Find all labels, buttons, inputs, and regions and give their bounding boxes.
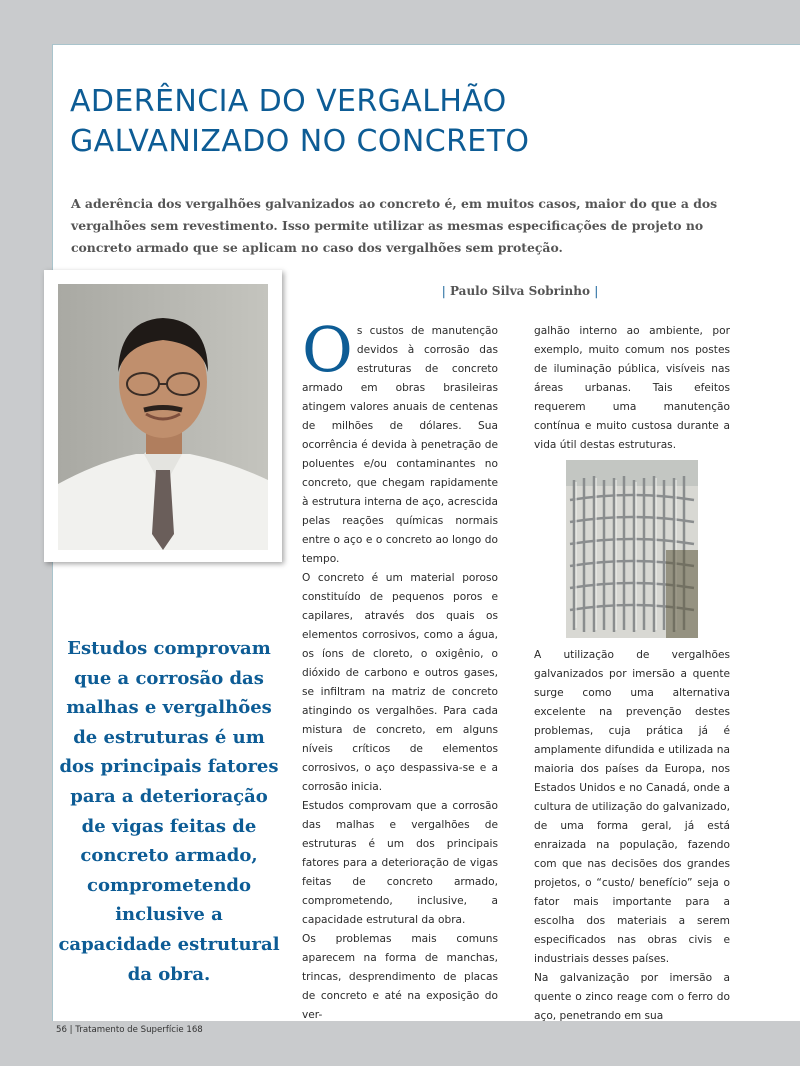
author-name: Paulo Silva Sobrinho (449, 284, 591, 298)
byline-divider-left: | (441, 284, 446, 298)
lead-paragraph: A aderência dos vergalhões galvanizados ao concreto é, em muitos casos, maior do que a dos vergalhões sem revestimento. Isso permite utilizar as mesmas especificações de projeto no concreto armado que se aplicam no caso dos vergalhões sem proteção. (71, 196, 718, 255)
author-byline (420, 284, 620, 298)
article-title (70, 82, 529, 162)
galvanized-rebar-image (566, 460, 698, 638)
body-paragraph: Estudos comprovam que a corrosão das malhas e vergalhões de estruturas é um dos principais fatores para a deterioração de vigas feitas de concreto armado, comprometendo, inclusive, a capacidade estrutural da obra. (302, 800, 498, 926)
body-paragraph (302, 313, 498, 569)
body-paragraph-text: s custos de manutenção devidos à corrosão das estruturas de concreto armado em obras brasileiras atingem valores anuais de centenas de milhões de dólares. Sua ocorrência é devida à penetração de poluentes e/ou contaminantes no concreto, que chegam rapidamente à estrutura interna de aço, acrescida pelas reações químicas normais entre o aço e o concreto ao longo do tempo. (302, 325, 498, 565)
body-column-2-top (534, 322, 730, 455)
body-paragraph: Na galvanização por imersão a quente o zinco reage com o ferro do aço, penetrando em sua (534, 972, 730, 1022)
body-paragraph: A utilização de vergalhões galvanizados por imersão a quente surge como uma alternativa excelente na prevenção destes problemas, cuja prática já é amplamente difundida e utilizada na maioria dos países da Europa, nos Estados Unidos e no Canadá, onde a cultura de utilização do galvanizado, de uma forma geral, já está enraizada na população, fazendo com que nas decisões dos grandes projetos, o “custo/ benefício” seja o fator mais importante para a escolha dos materiais a serem especificados nas obras civis e industriais desses países. (534, 649, 730, 965)
body-paragraph: galhão interno ao ambiente, por exemplo, muito comum nos postes de iluminação pública, visíveis nas áreas urbanas. Tais efeitos requerem uma manutenção contínua e muito custosa durante a vida útil destas estruturas. (534, 325, 730, 451)
rebar-photo (566, 460, 698, 638)
author-portrait-image (58, 284, 268, 550)
drop-cap: O (302, 313, 353, 386)
title-line-1: ADERÊNCIA DO VERGALHÃO (70, 84, 507, 119)
body-paragraph: Os problemas mais comuns aparecem na forma de manchas, trincas, desprendimento de placas de concreto e até na exposição do ver- (302, 933, 498, 1021)
body-column-1 (302, 313, 498, 1025)
body-paragraph: O concreto é um material poroso constituído de pequenos poros e capilares, através dos quais os elementos corrosivos, como a água, os íons de cloreto, o oxigênio, o dióxido de carbono e outros gases, se infiltram na matriz de concreto atingindo os vergalhões. Para cada mistura de concreto, em alguns níveis críticos de elementos corrosivos, o aço despassiva-se e a corrosão inicia. (302, 572, 498, 793)
body-column-2-bottom (534, 646, 730, 1026)
pull-quote: Estudos comprovam que a corrosão das malhas e vergalhões de estruturas é um dos principais fatores para a deterioração de vigas feitas de concreto armado, comprometendo inclusive a capacidade estrutural da obra. (58, 638, 280, 985)
title-line-2: GALVANIZADO NO CONCRETO (70, 124, 530, 159)
byline-divider-right: | (594, 284, 599, 298)
page-footer: 56 | Tratamento de Superfície 168 (56, 1025, 203, 1035)
author-photo (58, 284, 268, 550)
author-photo-frame (44, 270, 282, 562)
